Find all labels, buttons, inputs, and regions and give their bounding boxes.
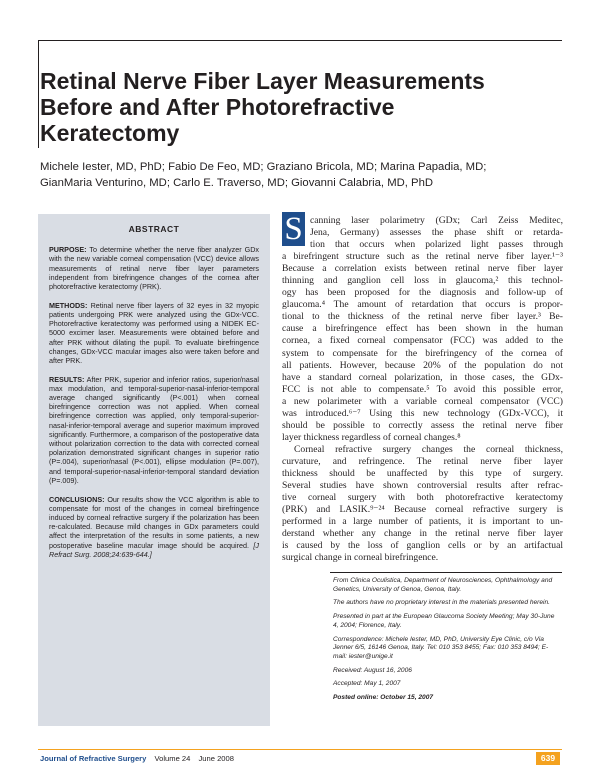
purpose-text: To determine whether the nerve fiber analyzer GDx with the new variable corneal compensation (VCC) device allows measurements of retinal nerve fiber layer parameters independent from birefringence changes of the cornea after photorefractive keratectomy (PRK). bbox=[49, 245, 259, 292]
footer-rule bbox=[38, 749, 562, 750]
body-text bbox=[282, 215, 563, 564]
footnote-affiliation: From Clinica Oculistica, Department of Neurosciences, Ophthalmology and Genetics, University of Genoa, Genoa, Italy. bbox=[333, 577, 553, 593]
body-line: Jena, Germany) assesses the phase shift or retarda- bbox=[310, 227, 563, 239]
methods-label: METHODS: bbox=[49, 300, 88, 310]
purpose-label: PURPOSE: bbox=[49, 245, 87, 255]
body-line: surgical change in corneal birefringence. bbox=[282, 552, 439, 564]
body-line: have a standard corneal polarization, in those cases, the GDx- bbox=[282, 371, 563, 383]
body-line: derstand whether any change in the retinal nerve fiber layer bbox=[282, 528, 563, 540]
abstract-purpose bbox=[49, 245, 259, 291]
body-line: tive corneal surgery with both photorefractive keratectomy bbox=[282, 492, 563, 504]
conclusions-label: CONCLUSIONS: bbox=[49, 494, 105, 504]
footnote-rule bbox=[330, 572, 562, 573]
abstract-conclusions bbox=[49, 495, 259, 559]
footnotes bbox=[333, 577, 561, 708]
footnote-presented: Presented in part at the European Glaucoma Society Meeting; May 30-June 4, 2004; Florence, Italy. bbox=[333, 613, 555, 629]
body-line: thickness should be unaffected by this type of surgery. bbox=[282, 467, 563, 479]
footer-journal: Journal of Refractive Surgery bbox=[40, 754, 147, 763]
page-number: 639 bbox=[536, 752, 560, 765]
footer bbox=[40, 754, 234, 763]
footnote-received: Received: August 16, 2006 bbox=[333, 666, 412, 674]
body-line: Several studies have shown controversial results after refrac- bbox=[282, 480, 563, 492]
body-line: performed in a large number of patients, it is important to un- bbox=[282, 516, 563, 528]
body-line: a birefringent structure such as the retinal nerve fiber layer.¹⁻³ bbox=[282, 251, 563, 263]
abstract-heading: ABSTRACT bbox=[128, 224, 180, 234]
body-line: Because a correlation exists between retinal nerve fiber layer bbox=[282, 263, 563, 275]
footnote-accepted: Accepted: May 1, 2007 bbox=[333, 680, 401, 688]
abstract-box bbox=[38, 214, 270, 726]
title-line: Retinal Nerve Fiber Layer Measurements bbox=[40, 68, 485, 94]
footer-date: June 2008 bbox=[198, 754, 234, 763]
body-line: cause a birefringence effect has been shown in the human bbox=[282, 323, 563, 335]
body-line: system to compensate for the birefringency of the cornea of bbox=[282, 347, 563, 359]
body-line: was introduced.⁶⁻⁷ Using this new technology (GDx-VCC), it bbox=[282, 407, 563, 419]
body-line: FCC is not able to compensate.⁵ To avoid this possible error, bbox=[282, 383, 563, 395]
conclusions-text: Our results show the VCC algorithm is able to compensate for most of the changes in corneal birefringence induced by corneal refractive surgery if the polarization has been re-calculated. Because mild changes in GDx parameters could affect the interpretation of the results in some patients, a new postoperative baseline macular image should be acquired. bbox=[49, 494, 259, 550]
methods-text: Retinal nerve fiber layers of 32 eyes in 32 myopic patients undergoing PRK were analyzed using the GDx-VCC. Photorefractive keratectomy was performed using a NIDEK EC-5000 excimer laser. Measurements were obtained before and after PRK without dilating the pupil. To evaluate birefringence changes, GDx-VCC macular images also were taken before and after PRK. bbox=[49, 300, 259, 365]
body-line: (PRK) and LASIK.⁹⁻²⁴ Because corneal refractive surgery is bbox=[282, 504, 563, 516]
abstract-results bbox=[49, 375, 259, 485]
footnote-correspondence: Correspondence: Michele Iester, MD, PhD, University Eye Clinic, c/o Via Jenner 6/5, 16146 Genoa, Italy. Tel: 010 353 8455; Fax: 010 353 8494; E-mail: iester@unige.it bbox=[333, 635, 549, 660]
left-rule bbox=[38, 40, 39, 148]
body-line: tion that occurs when polarized light passes through bbox=[310, 239, 563, 251]
body-line: ogy has been proposed for the diagnosis and follow-up of bbox=[282, 287, 563, 299]
body-line: canning laser polarimetry (GDx; Carl Zeiss Meditec, bbox=[310, 215, 563, 226]
results-label: RESULTS: bbox=[49, 374, 85, 384]
body-line: tional to the thickness of the retinal nerve fiber layer.³ Be- bbox=[282, 311, 563, 323]
author-list bbox=[40, 159, 560, 191]
body-line: a new polarimeter with a variable corneal compensator (VCC) bbox=[282, 395, 563, 407]
body-line: thinning and ganglion cell loss in glaucoma,² this technol- bbox=[282, 275, 563, 287]
body-line: layer thickness regardless of corneal changes.⁸ bbox=[282, 431, 461, 443]
footer-volume: Volume 24 bbox=[154, 754, 191, 763]
body-line: cornea, a fixed corneal compensator (FCC) was added to the bbox=[282, 335, 563, 347]
body-line: Corneal refractive surgery changes the corneal thickness, bbox=[294, 443, 563, 455]
body-line: all patients. However, because 20% of the population do not bbox=[282, 359, 563, 371]
footnote-interest: The authors have no proprietary interest in the materials presented herein. bbox=[333, 599, 550, 607]
body-line: should be possible to correctly assess the retinal nerve fiber bbox=[282, 419, 563, 431]
body-line: glaucoma.⁴ The amount of retardation that occurs is propor- bbox=[282, 299, 563, 311]
title-line: Keratectomy bbox=[40, 120, 180, 146]
citation: [J Refract Surg. 2008;24:639-644.] bbox=[49, 540, 259, 559]
authors-line: Michele Iester, MD, PhD; Fabio De Feo, MD; Graziano Bricola, MD; Marina Papadia, MD; bbox=[40, 161, 487, 173]
article-title bbox=[40, 68, 530, 146]
top-rule bbox=[38, 40, 562, 41]
abstract-methods bbox=[49, 301, 259, 365]
body-line: is caused by the loss of ganglion cells or by an artifactual bbox=[282, 540, 563, 552]
title-line: Before and After Photorefractive bbox=[40, 94, 395, 120]
footnote-posted: Posted online: October 15, 2007 bbox=[333, 694, 434, 702]
authors-line: GianMaria Venturino, MD; Carlo E. Traverso, MD; Giovanni Calabria, MD, PhD bbox=[40, 177, 434, 189]
body-line: curvature, and refringence. The retinal nerve fiber layer bbox=[282, 455, 563, 467]
results-text: After PRK, superior and inferior ratios, superior/nasal max modulation, and temporal-superior-nasal-inferior-temporal average changed significantly (P<.001) when corneal birefringence correction was not applied. When corneal birefringence correction was applied, only temporal-superior-nasal-inferior-temporal average and superior maximum improved significantly. Furthermore, a comparison of the postoperative data without polarization correction to the data with corrected corneal polarization demonstrated significant changes in superior ratio (P=.004), superior/nasal (P<.001), ellipse modulation (P=.007), and temporal-superior-nasal-inferior-temporal standard deviation (P=.009). bbox=[49, 374, 259, 485]
drop-cap: S bbox=[282, 212, 305, 246]
